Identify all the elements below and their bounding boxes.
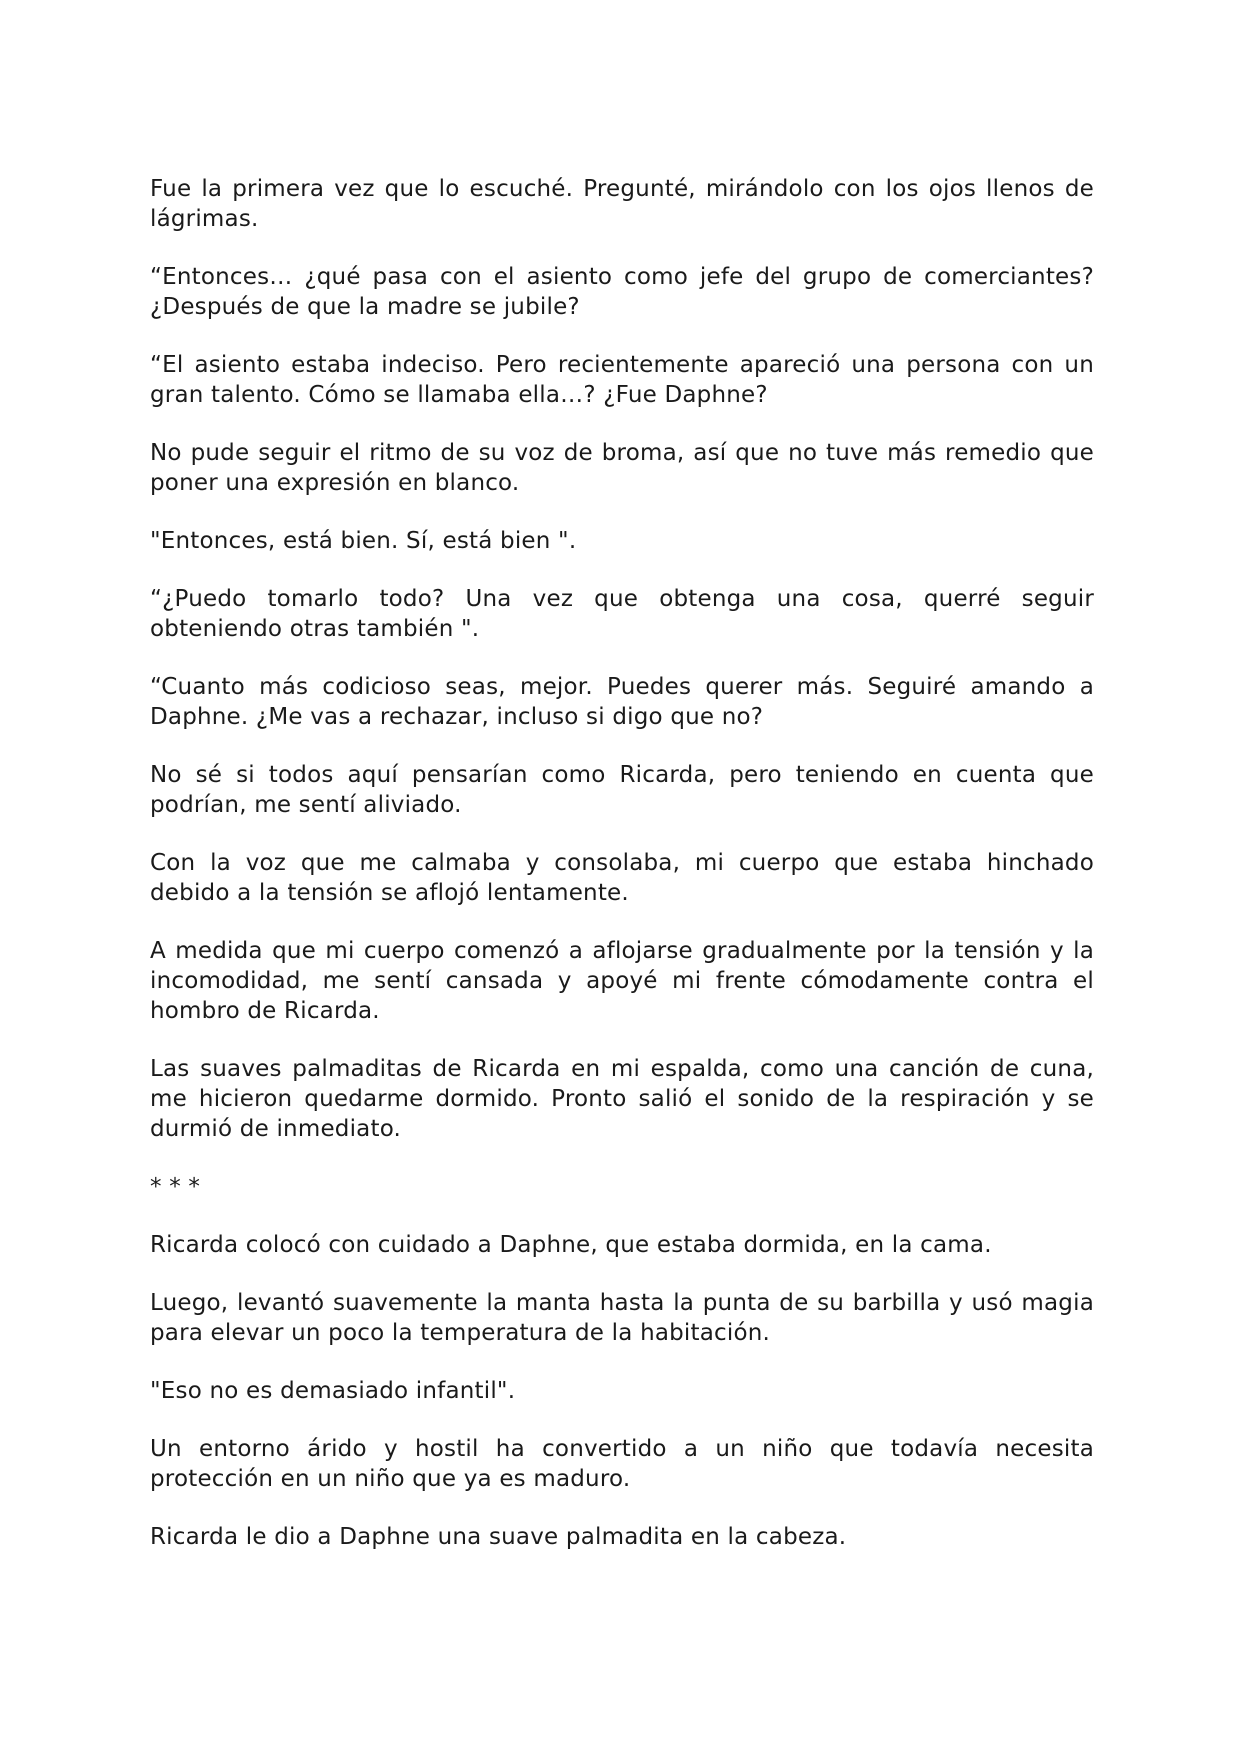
paragraph: Fue la primera vez que lo escuché. Pregunté, mirándolo con los ojos llenos de lágrimas. [150,176,1094,232]
paragraph: “El asiento estaba indeciso. Pero recientemente apareció una persona con un gran talento. Cómo se llamaba ella…? ¿Fue Daphne? [150,352,1094,408]
paragraph: Con la voz que me calmaba y consolaba, mi cuerpo que estaba hinchado debido a la tensión se aflojó lentamente. [150,850,1094,906]
paragraph: No pude seguir el ritmo de su voz de broma, así que no tuve más remedio que poner una expresión en blanco. [150,440,1094,496]
paragraph: Luego, levantó suavemente la manta hasta la punta de su barbilla y usó magia para elevar un poco la temperatura de la habitación. [150,1290,1094,1346]
paragraph: “Entonces… ¿qué pasa con el asiento como jefe del grupo de comerciantes? ¿Después de que la madre se jubile? [150,264,1094,320]
paragraph: No sé si todos aquí pensarían como Ricarda, pero teniendo en cuenta que podrían, me sentí aliviado. [150,762,1094,818]
paragraph: Las suaves palmaditas de Ricarda en mi espalda, como una canción de cuna, me hicieron quedarme dormido. Pronto salió el sonido de la respiración y se durmió de inmediato. [150,1056,1094,1142]
paragraph: Un entorno árido y hostil ha convertido a un niño que todavía necesita protección en un niño que ya es maduro. [150,1436,1094,1492]
paragraph: "Eso no es demasiado infantil". [150,1378,516,1404]
paragraph: Ricarda colocó con cuidado a Daphne, que estaba dormida, en la cama. [150,1232,992,1258]
paragraph: “Cuanto más codicioso seas, mejor. Puedes querer más. Seguiré amando a Daphne. ¿Me vas a rechazar, incluso si digo que no? [150,674,1094,730]
paragraph: "Entonces, está bien. Sí, está bien ". [150,528,577,554]
paragraph: Ricarda le dio a Daphne una suave palmadita en la cabeza. [150,1524,847,1550]
paragraph: A medida que mi cuerpo comenzó a aflojarse gradualmente por la tensión y la incomodidad, me sentí cansada y apoyé mi frente cómodamente contra el hombro de Ricarda. [150,938,1094,1024]
section-break: * * * [150,1174,201,1200]
paragraph: “¿Puedo tomarlo todo? Una vez que obtenga una cosa, querré seguir obteniendo otras también ". [150,586,1094,642]
document-body [150,174,1094,1580]
